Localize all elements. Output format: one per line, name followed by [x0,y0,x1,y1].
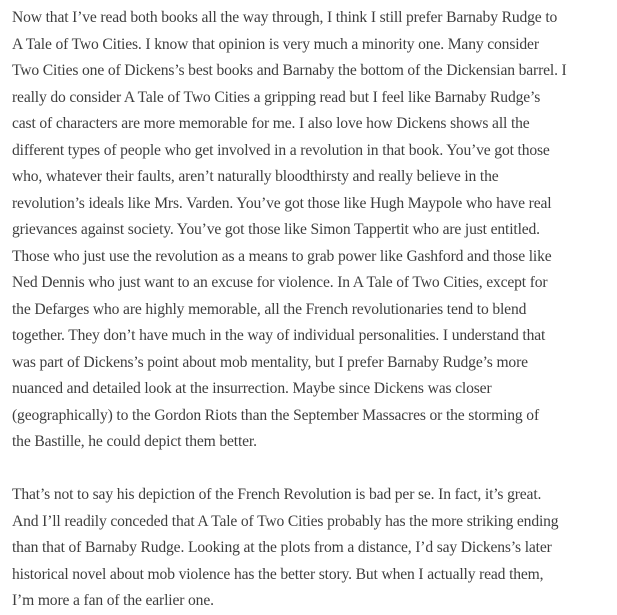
text-line: was part of Dickens’s point about mob mentality, but I prefer Barnaby Rudge’s more [12,353,528,371]
text-line: cast of characters are more memorable for me. I also love how Dickens shows all the [12,115,530,132]
text-line: than that of Barnaby Rudge. Looking at the plots from a distance, I’d say Dickens’s later [12,539,552,556]
text-line: That’s not to say his depiction of the French Revolution is bad per se. In fact, it’s great. [12,486,542,503]
text-line: Ned Dennis who just want to an excuse for violence. In A Tale of Two Cities, except for [12,274,548,291]
text-line: (geographically) to the Gordon Riots than the September Massacres or the storming of [12,406,539,424]
article-body [12,5,617,615]
paragraph-2 [12,482,617,615]
text-line: Two Cities one of Dickens’s best books and Barnaby the bottom of the Dickensian barrel. I [12,62,567,79]
text-line: nuanced and detailed look at the insurrection. Maybe since Dickens was closer [12,380,492,397]
text-line: historical novel about mob violence has the better story. But when I actually read them, [12,565,544,583]
text-line: revolution’s ideals like Mrs. Varden. You’ve got those like Hugh Maypole who have real [12,194,552,212]
text-line: Those who just use the revolution as a means to grab power like Gashford and those like [12,247,552,265]
text-line: Now that I’ve read both books all the way through, I think I still prefer Barnaby Rudge to [12,9,558,26]
text-line: really do consider A Tale of Two Cities a gripping read but I feel like Barnaby Rudge’s [12,88,541,106]
paragraph-1 [12,5,617,456]
text-line: grievances against society. You’ve got those like Simon Tappertit who are just entitled. [12,221,540,238]
text-line: I’m more a fan of the earlier one. [12,592,214,609]
text-line: different types of people who get involved in a revolution in that book. You’ve got those [12,141,550,159]
text-line: together. They don’t have much in the way of individual personalities. I understand that [12,327,546,344]
text-line: the Bastille, he could depict them better. [12,433,257,450]
text-line: And I’ll readily conceded that A Tale of Two Cities probably has the more striking ending [12,512,559,530]
text-line: who, whatever their faults, aren’t naturally bloodthirsty and really believe in the [12,168,499,185]
text-line: the Defarges who are highly memorable, all the French revolutionaries tend to blend [12,300,527,318]
text-line: A Tale of Two Cities. I know that opinion is very much a minority one. Many consider [12,35,539,53]
